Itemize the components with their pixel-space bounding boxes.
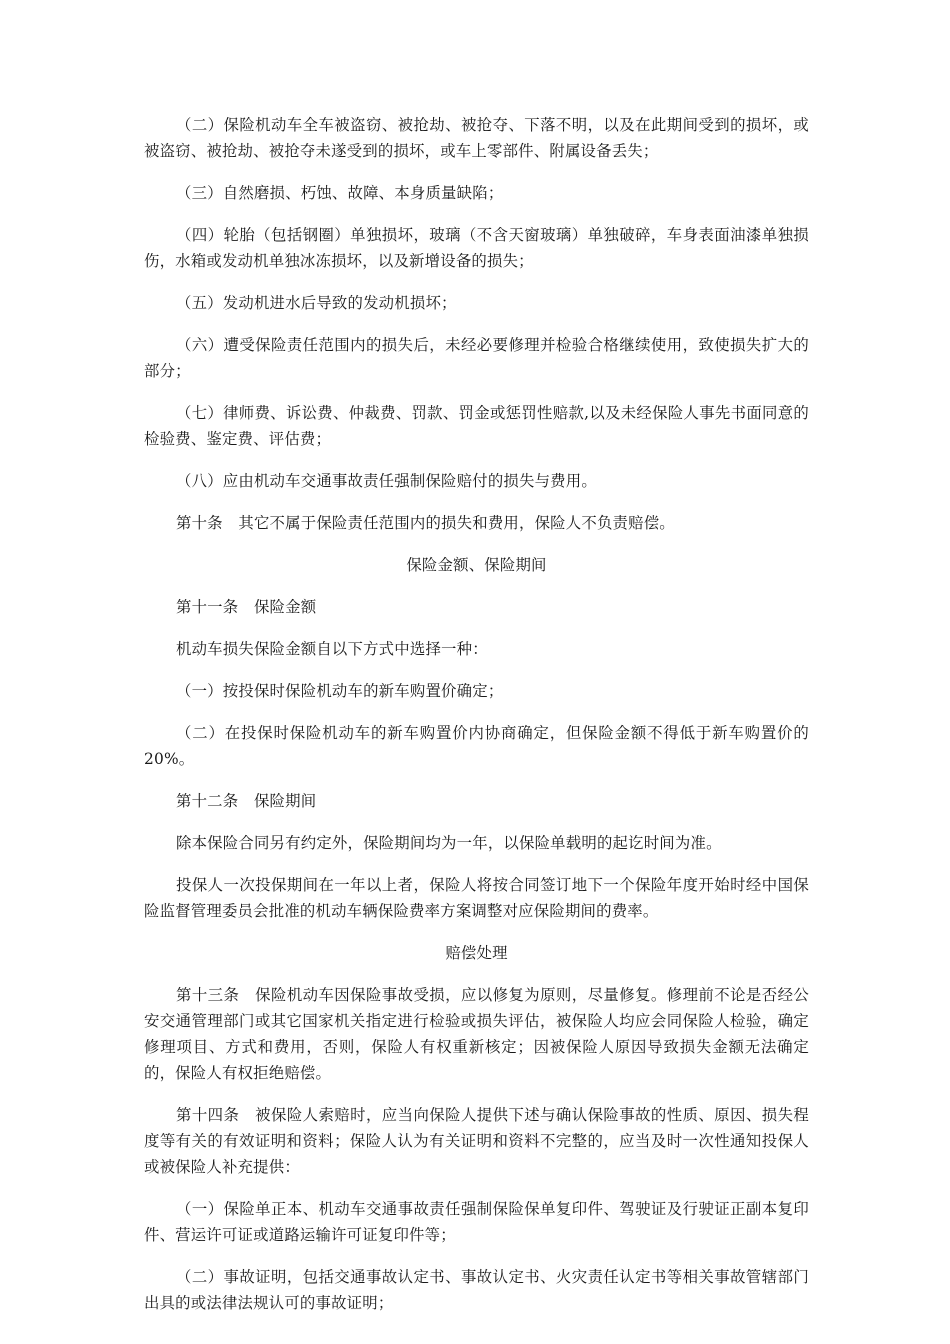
- article-11-item-1: （一）按投保时保险机动车的新车购置价确定；: [176, 682, 504, 700]
- article-10: 第十条 其它不属于保险责任范围内的损失和费用，保险人不负责赔偿。: [176, 514, 675, 532]
- section-heading-insured-amount: 保险金额、保险期间: [406, 556, 547, 574]
- article-11-title: 第十一条 保险金额: [176, 598, 317, 616]
- clause-item-2: （二）保险机动车全车被盗窃、被抢劫、被抢夺、下落不明，以及在此期间受到的损坏，或被盗窃、被抢劫、被抢夺未遂受到的损坏，或车上零部件、附属设备丢失；: [144, 116, 809, 160]
- article-12-body-1: 除本保险合同另有约定外，保险期间均为一年，以保险单载明的起讫时间为准。: [176, 834, 722, 852]
- article-13: 第十三条 保险机动车因保险事故受损，应以修复为原则，尽量修复。修理前不论是否经公安交通管理部门或其它国家机关指定进行检验或损失评估，被保险人均应会同保险人检验，确定修理项目、方式和费用，否则，保险人有权重新核定；因被保险人原因导致损失金额无法确定的，保险人有权拒绝赔偿。: [144, 986, 809, 1082]
- article-14-item-2: （二）事故证明，包括交通事故认定书、事故认定书、火灾责任认定书等相关事故管辖部门出具的或法律法规认可的事故证明；: [144, 1268, 809, 1312]
- article-11-item-2: （二）在投保时保险机动车的新车购置价内协商确定，但保险金额不得低于新车购置价的 20%。: [144, 724, 809, 768]
- article-12-title: 第十二条 保险期间: [176, 792, 317, 810]
- clause-item-8: （八）应由机动车交通事故责任强制保险赔付的损失与费用。: [176, 472, 597, 490]
- clause-item-5: （五）发动机进水后导致的发动机损坏；: [176, 294, 457, 312]
- section-heading-claims: 赔偿处理: [445, 944, 508, 962]
- document-page: [144, 112, 809, 1332]
- article-12-body-2: 投保人一次投保期间在一年以上者，保险人将按合同签订地下一个保险年度开始时经中国保险监督管理委员会批准的机动车辆保险费率方案调整对应保险期间的费率。: [144, 876, 809, 920]
- clause-item-7: （七）律师费、诉讼费、仲裁费、罚款、罚金或惩罚性赔款,以及未经保险人事先书面同意的检验费、鉴定费、评估费；: [144, 404, 809, 448]
- article-11-intro: 机动车损失保险金额自以下方式中选择一种：: [176, 640, 488, 658]
- clause-item-4: （四）轮胎（包括钢圈）单独损坏，玻璃（不含天窗玻璃）单独破碎，车身表面油漆单独损伤，水箱或发动机单独冰冻损坏，以及新增设备的损失；: [144, 226, 809, 270]
- clause-item-6: （六）遭受保险责任范围内的损失后，未经必要修理并检验合格继续使用，致使损失扩大的部分；: [144, 336, 809, 380]
- article-14: 第十四条 被保险人索赔时，应当向保险人提供下述与确认保险事故的性质、原因、损失程度等有关的有效证明和资料；保险人认为有关证明和资料不完整的，应当及时一次性通知投保人或被保险人补充提供：: [144, 1106, 809, 1176]
- clause-item-3: （三）自然磨损、朽蚀、故障、本身质量缺陷；: [176, 184, 504, 202]
- article-14-item-1: （一）保险单正本、机动车交通事故责任强制保险保单复印件、驾驶证及行驶证正副本复印件、营运许可证或道路运输许可证复印件等；: [144, 1200, 809, 1244]
